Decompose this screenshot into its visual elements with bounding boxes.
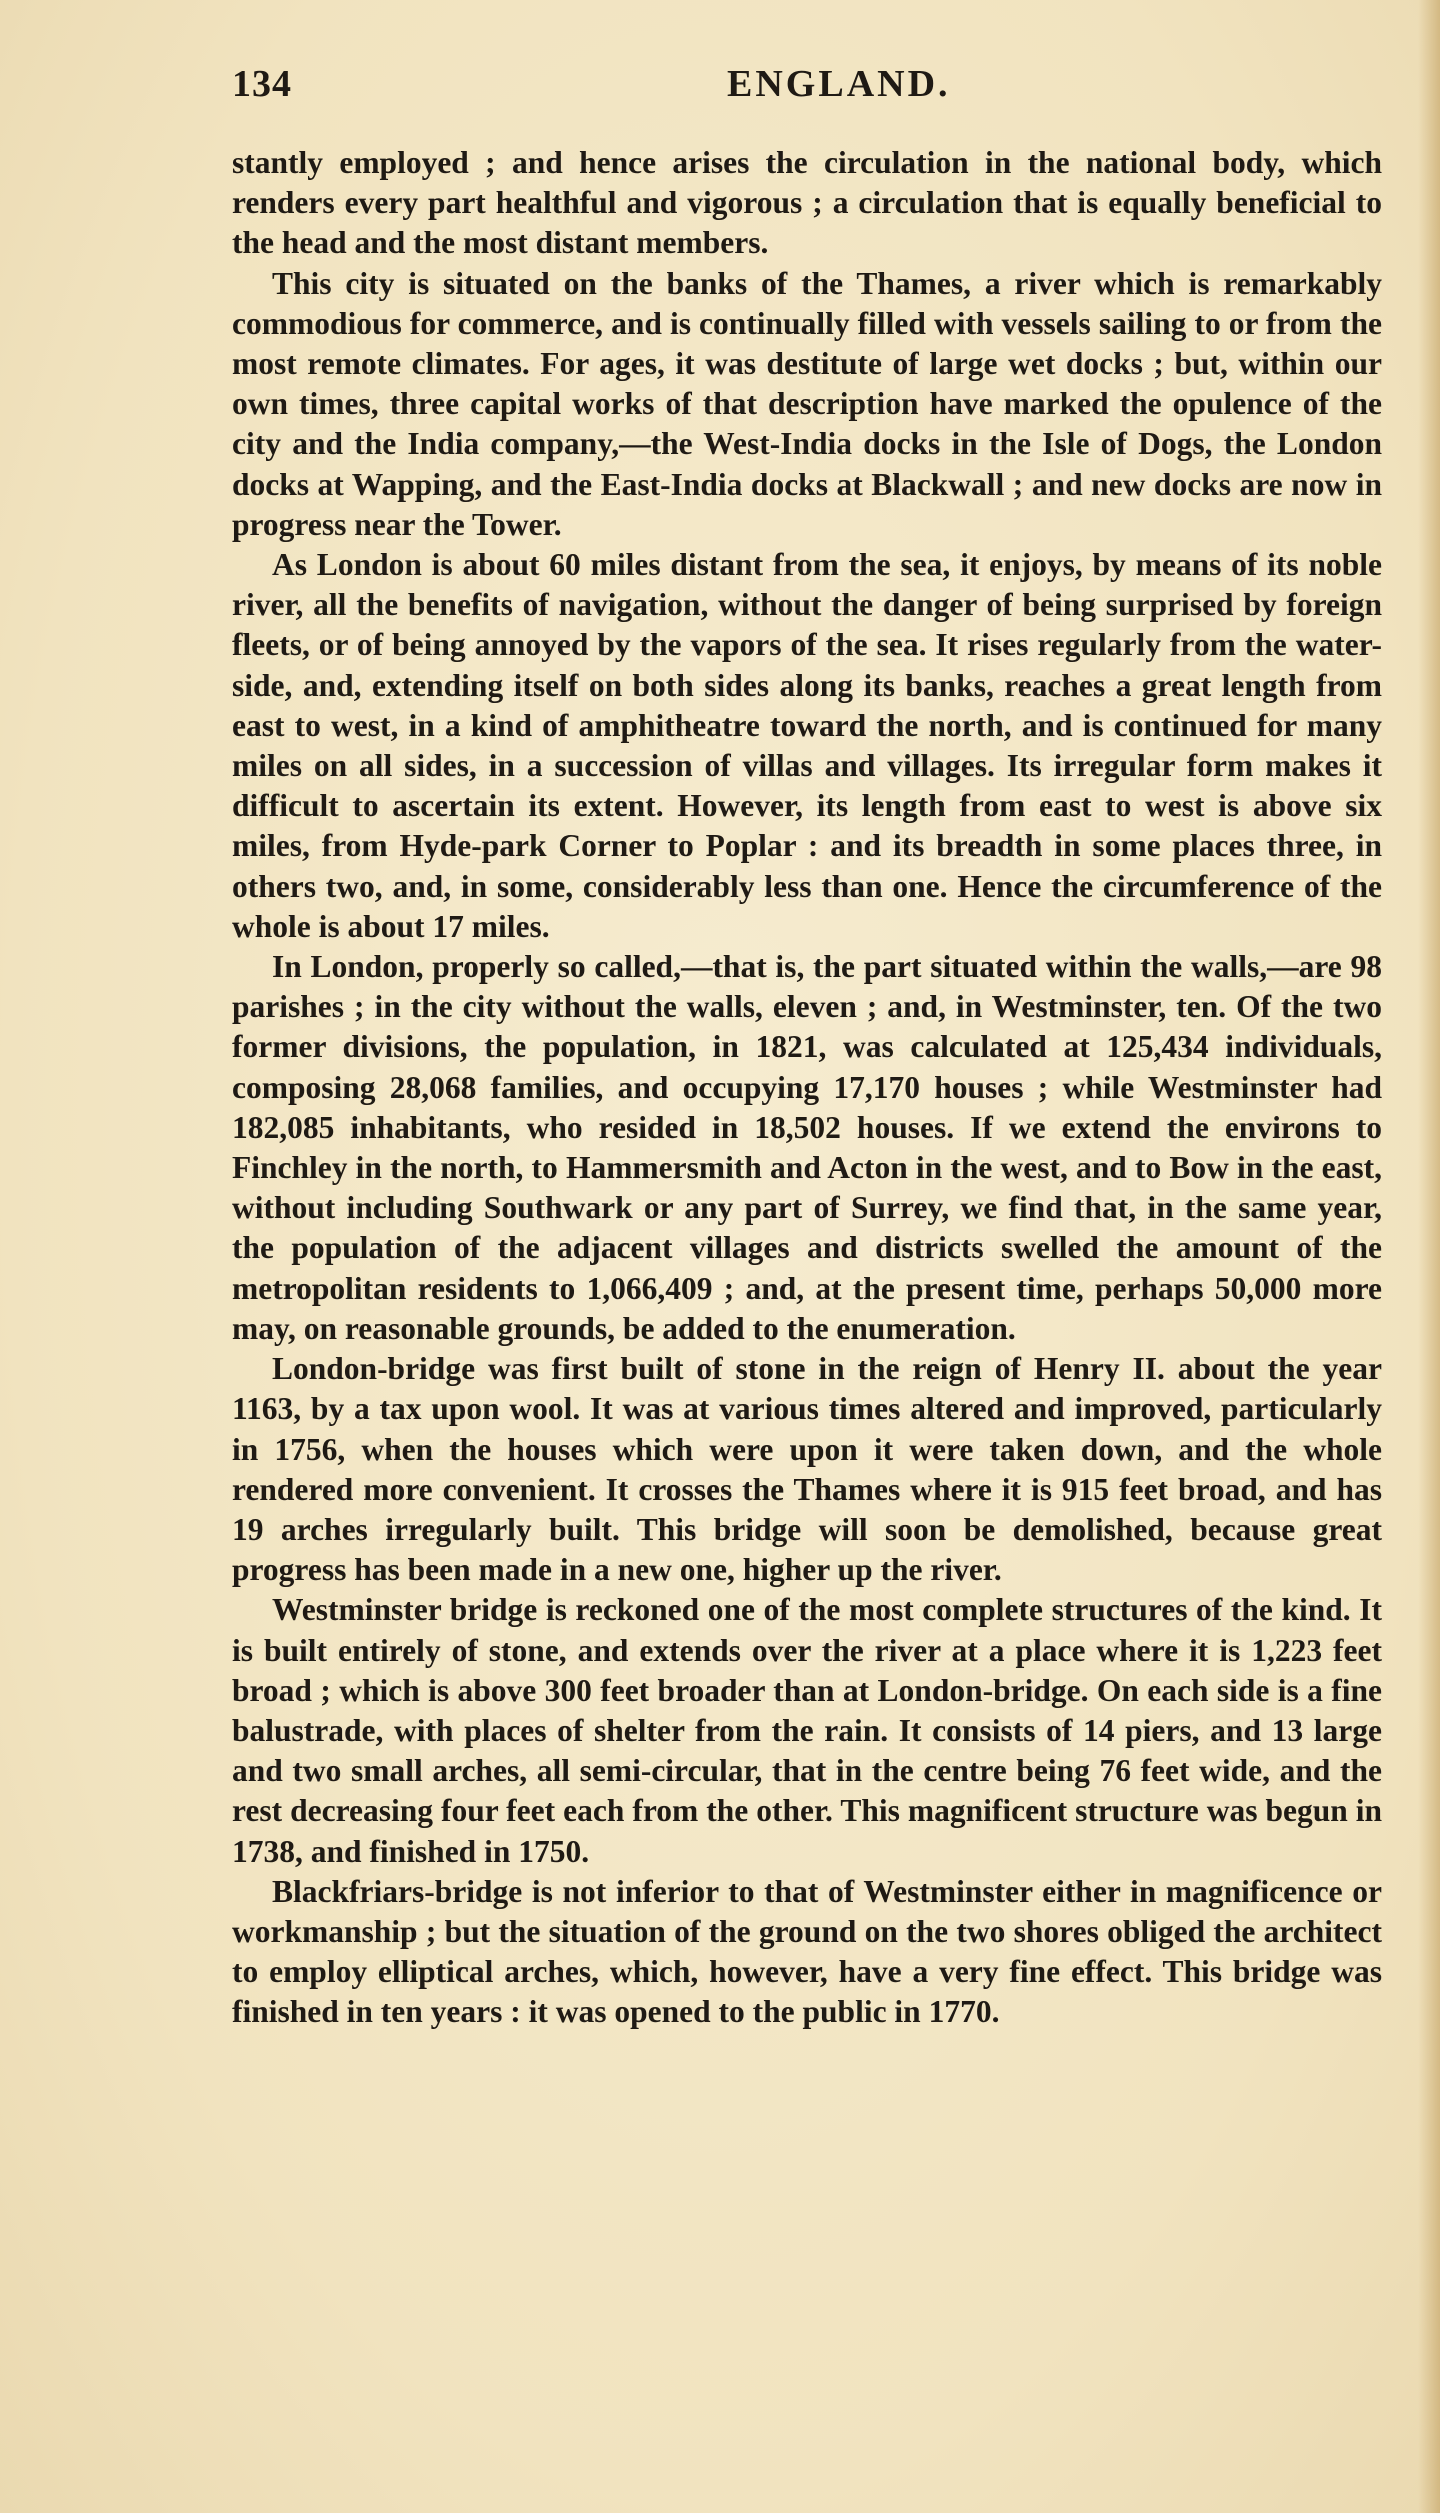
paragraph-london-extent: As London is about 60 miles distant from the sea, it enjoys, by means of its noble river, all the benefits of navigation, without the danger of being surprised by foreign fleets, or of being annoyed by the vapors of the sea. It rises regularly from the water-side, and, extending itself on both sides along its banks, reaches a great length from east to west, in a kind of amphitheatre toward the north, and is continued for many miles on all sides, in a succession of villas and villages. Its irregular form makes it difficult to ascertain its extent. However, its length from east to west is above six miles, from Hyde-park Corner to Poplar : and its breadth in some places three, in others two, and, in some, considerably less than one. Hence the circumference of the whole is about 17 miles. (232, 547, 1382, 944)
body-text (232, 143, 1382, 2033)
paragraph-thames-docks: This city is situated on the banks of the Thames, a river which is remarkably commodious for commerce, and is continually filled with vessels sailing to or from the most remote climates. For ages, it was destitute of large wet docks ; but, within our own times, three capital works of that description have marked the opulence of the city and the India company,—the West-India docks in the Isle of Dogs, the London docks at Wapping, and the East-India docks at Blackwall ; and new docks are now in progress near the Tower. (232, 265, 1382, 542)
paragraph-london-bridge: London-bridge was first built of stone in the reign of Henry II. about the year 1163, by a tax upon wool. It was at various times altered and improved, particularly in 1756, when the houses which were upon it were taken down, and the whole rendered more convenient. It crosses the Thames where it is 915 feet broad, and has 19 arches irregularly built. This bridge will soon be demolished, because great progress has been made in a new one, higher up the river. (232, 1351, 1382, 1588)
page-number: 134 (232, 63, 292, 105)
page-edge-shadow (1418, 0, 1440, 2513)
paragraph-blackfriars-bridge: Blackfriars-bridge is not inferior to that of Westminster either in magnificence or workmanship ; but the situation of the ground on the two shores obliged the architect to employ elliptical arches, which, however, have a very fine effect. This bridge was finished in ten years : it was opened to the public in 1770. (232, 1873, 1382, 2030)
paragraph-continued: stantly employed ; and hence arises the circulation in the national body, which renders every part healthful and vigorous ; a circulation that is equally beneficial to the head and the most distant members. (232, 145, 1382, 261)
paragraph-population: In London, properly so called,—that is, the part situated within the walls,—are 98 parishes ; in the city without the walls, eleven ; and, in Westminster, ten. Of the two former divisions, the population, in 1821, was calculated at 125,434 individuals, composing 28,068 families, and occupying 17,170 houses ; while Westminster had 182,085 inhabitants, who resided in 18,502 houses. If we extend the environs to Finchley in the north, to Hammersmith and Acton in the west, and to Bow in the east, without including Southwark or any part of Surrey, we find that, in the same year, the population of the adjacent villages and districts swelled the amount of the metropolitan residents to 1,066,409 ; and, at the present time, perhaps 50,000 more may, on reasonable grounds, be added to the enumeration. (232, 949, 1382, 1346)
running-head: ENGLAND. (727, 63, 951, 105)
page-header (232, 62, 1402, 122)
paragraph-westminster-bridge: Westminster bridge is reckoned one of the most complete structures of the kind. It is built entirely of stone, and extends over the river at a place where it is 1,223 feet broad ; which is above 300 feet broader than at London-bridge. On each side is a fine balustrade, with places of shelter from the rain. It consists of 14 piers, and 13 large and two small arches, all semi-circular, that in the centre being 76 feet wide, and the rest decreasing four feet each from the other. This magnificent structure was begun in 1738, and finished in 1750. (232, 1592, 1382, 1869)
